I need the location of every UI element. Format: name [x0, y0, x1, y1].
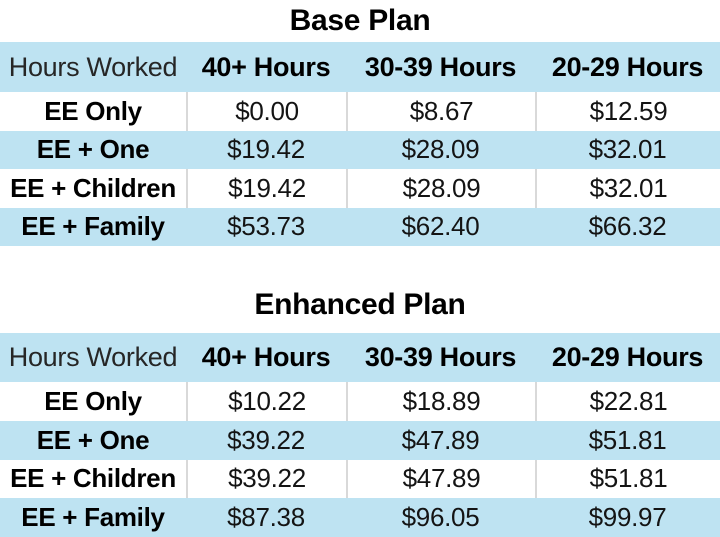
table-row-ee-plus-children [0, 169, 720, 208]
cell-value: $8.67 [346, 92, 535, 131]
column-header-40plus-hours: 40+ Hours [201, 51, 331, 82]
row-label: EE + Family [21, 502, 165, 533]
cell-value: $62.40 [401, 211, 480, 242]
row-label: EE + One [36, 134, 150, 165]
base-plan-section [0, 0, 720, 246]
enhanced-plan-section [0, 246, 720, 537]
cell-value: $51.81 [588, 424, 667, 455]
column-header-30-39-hours: 30-39 Hours [364, 51, 517, 82]
cell-value: $22.81 [535, 382, 720, 421]
cell-value: $0.00 [186, 92, 346, 131]
cell-value: $10.22 [186, 382, 346, 421]
row-label: EE + Children [10, 463, 176, 494]
cell-value: $32.01 [588, 134, 667, 165]
cell-value: $19.42 [186, 169, 346, 208]
cell-value: $99.97 [588, 502, 667, 533]
cell-value: $51.81 [535, 460, 720, 499]
cell-value: $53.73 [227, 211, 305, 242]
column-header-20-29-hours: 20-29 Hours [551, 51, 704, 82]
cell-value: $18.89 [346, 382, 535, 421]
row-label: EE Only [44, 95, 142, 126]
cell-value: $39.22 [227, 424, 305, 455]
table-row-ee-plus-children [0, 460, 720, 499]
cell-value: $87.38 [227, 502, 305, 533]
cell-value: $19.42 [227, 134, 305, 165]
row-label: EE + One [36, 424, 150, 455]
column-header-hours-worked: Hours Worked [8, 51, 178, 82]
enhanced-plan-header-row [0, 333, 720, 382]
table-row-ee-plus-one [0, 131, 720, 170]
cell-value: $28.09 [346, 169, 535, 208]
cell-value: $32.01 [535, 169, 720, 208]
base-plan-header-row [0, 42, 720, 92]
cell-value: $96.05 [401, 502, 480, 533]
cell-value: $47.89 [401, 424, 480, 455]
row-label: EE Only [44, 385, 142, 416]
column-header-20-29-hours: 20-29 Hours [551, 342, 704, 372]
table-row-ee-plus-family [0, 208, 720, 247]
table-row-ee-plus-family [0, 498, 720, 537]
column-header-hours-worked: Hours Worked [8, 342, 178, 372]
row-label: EE + Children [10, 172, 176, 203]
table-row-ee-only [0, 382, 720, 421]
cell-value: $39.22 [186, 460, 346, 499]
row-label: EE + Family [21, 211, 165, 242]
table-row-ee-plus-one [0, 421, 720, 460]
table-row-ee-only [0, 92, 720, 131]
column-header-40plus-hours: 40+ Hours [201, 342, 331, 372]
table-title-enhanced-plan: Enhanced Plan [254, 288, 466, 321]
cell-value: $66.32 [588, 211, 667, 242]
cell-value: $47.89 [346, 460, 535, 499]
column-header-30-39-hours: 30-39 Hours [364, 342, 517, 372]
cell-value: $28.09 [401, 134, 480, 165]
cell-value: $12.59 [535, 92, 720, 131]
table-title-base-plan: Base Plan [289, 4, 431, 37]
